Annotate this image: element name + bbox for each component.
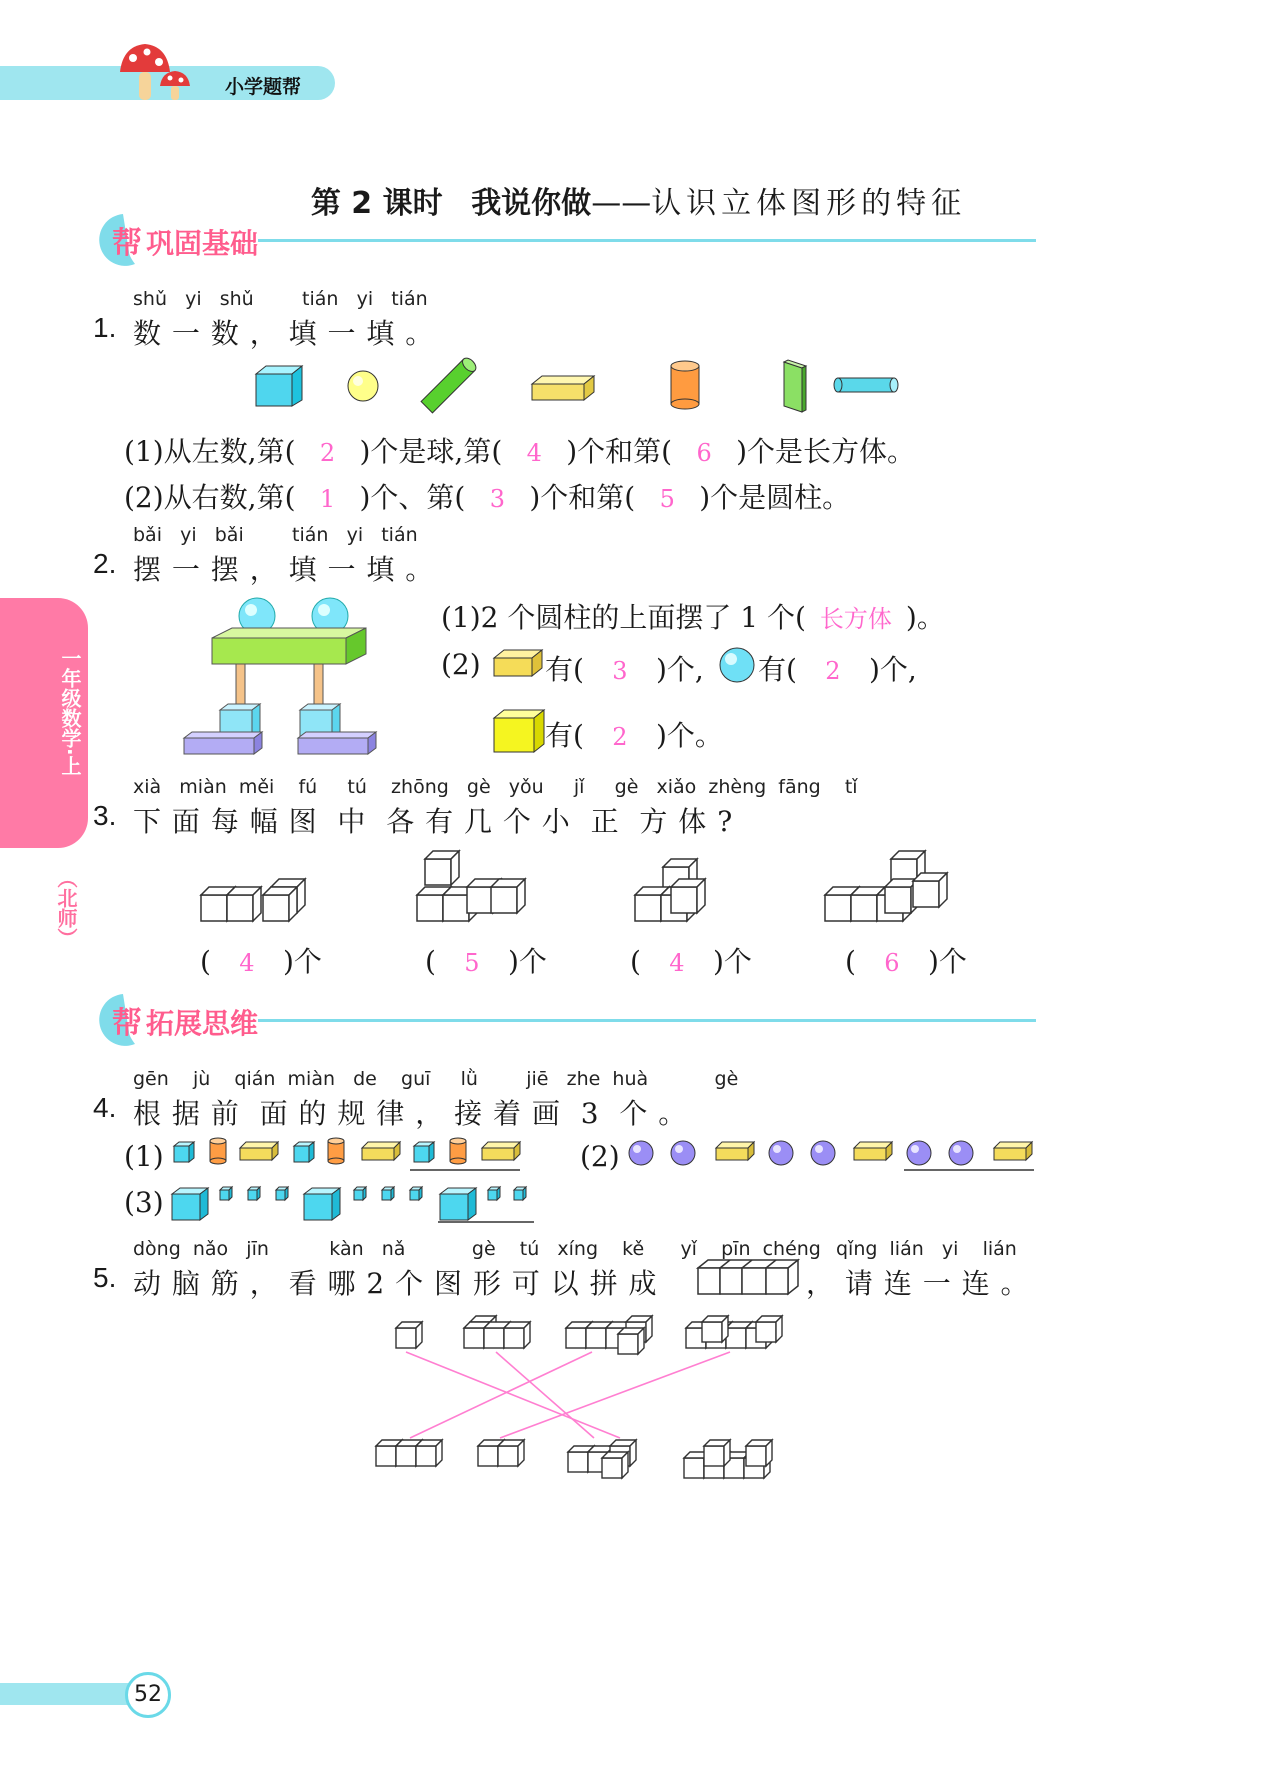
answer: 4 bbox=[526, 439, 542, 467]
q3-text: 下 面 每 幅 图 中 各 有 几 个 小 正 方 体 ? bbox=[133, 805, 734, 838]
q3-text: )个 bbox=[927, 945, 967, 978]
q1-part1 bbox=[124, 430, 915, 470]
q2-pinyin: bǎi yi bǎi tián yi tián bbox=[133, 524, 418, 546]
q3-text: )个 bbox=[282, 945, 322, 978]
matching-figure bbox=[370, 1310, 790, 1480]
q1-part1-text-a: (1)从左数,第( bbox=[124, 435, 296, 468]
q2-text: 摆 一 摆 ， 填 一 填 。 bbox=[133, 553, 435, 586]
q1-part2-text-a: (2)从右数,第( bbox=[124, 481, 296, 514]
bottom-shape-1 bbox=[376, 1440, 442, 1466]
answer: 长方体 bbox=[819, 605, 892, 633]
section-divider bbox=[258, 1019, 1036, 1022]
q5-number: 5. bbox=[93, 1262, 117, 1293]
q4-text: 根 据 前 面 的 规 律 ， 接 着 画 3 个 。 bbox=[133, 1097, 688, 1130]
q4-label-2: (2) bbox=[580, 1140, 620, 1173]
answer: 2 bbox=[612, 723, 628, 751]
q1-number: 1. bbox=[93, 312, 117, 343]
q4-pinyin: gēn jù qián miàn de guī lǜ jiē zhe huà gè bbox=[133, 1068, 739, 1090]
answer: 5 bbox=[464, 949, 480, 977]
answer: 4 bbox=[669, 949, 685, 977]
q1-part2-text-b: )个、第( bbox=[359, 481, 466, 514]
q3-number: 3. bbox=[93, 800, 117, 831]
section-divider bbox=[258, 239, 1036, 242]
cube-stack-1 bbox=[201, 879, 305, 921]
side-tab-edition: （北师） bbox=[54, 868, 78, 948]
q3-text: )个 bbox=[507, 945, 547, 978]
q3-answer-3 bbox=[630, 940, 752, 980]
q5-text: 动 脑 筋 ， 看 哪 2 个 图 形 可 以 拼 成 bbox=[133, 1267, 658, 1300]
answer: 3 bbox=[612, 657, 628, 685]
q3-text: ( bbox=[845, 945, 856, 978]
q2-part1 bbox=[441, 596, 945, 636]
q4-number: 4. bbox=[93, 1092, 117, 1123]
answer: 5 bbox=[659, 485, 675, 513]
q2-text: 有( bbox=[545, 719, 584, 752]
cube-stacks-figure bbox=[195, 845, 965, 930]
q2-text: )个。 bbox=[655, 719, 723, 752]
lesson-name: 我说你做 bbox=[471, 186, 592, 221]
q5-text-2: ， 请 连 一 连 。 bbox=[806, 1267, 1030, 1300]
answer: 6 bbox=[884, 949, 900, 977]
sphere-icon bbox=[348, 371, 378, 401]
answer: 2 bbox=[319, 439, 336, 467]
q1-text: 数 一 数 ， 填 一 填 。 bbox=[133, 317, 435, 350]
cuboid-icon bbox=[492, 646, 544, 680]
answer: 1 bbox=[319, 485, 336, 513]
q2-text: 有( bbox=[545, 653, 584, 686]
q3-answer-1 bbox=[200, 940, 322, 980]
cube-icon bbox=[256, 366, 302, 406]
cube-stack-3 bbox=[635, 859, 705, 921]
top-shape-2 bbox=[464, 1316, 530, 1348]
q2-part3 bbox=[545, 714, 723, 754]
q1-part2 bbox=[124, 476, 850, 516]
cylinder-icon bbox=[671, 361, 699, 409]
bottom-shape-2 bbox=[478, 1440, 524, 1466]
section-title-extension: 拓展思维 bbox=[146, 1007, 259, 1040]
cylinder-icon bbox=[421, 356, 478, 413]
mushroom-icon bbox=[115, 40, 195, 106]
cube-stack-4 bbox=[825, 851, 947, 921]
title-dash: —— bbox=[591, 186, 652, 221]
page-title bbox=[0, 178, 1277, 222]
pattern-sequences bbox=[168, 1132, 1048, 1232]
q1-part2-text-d: )个是圆柱。 bbox=[699, 481, 851, 514]
stacked-solids-figure bbox=[180, 592, 380, 760]
q2-part1-text-a: (1)2 个圆柱的上面摆了 1 个( bbox=[441, 601, 806, 634]
q4-label-3: (3) bbox=[124, 1186, 164, 1219]
answer: 3 bbox=[489, 485, 505, 513]
matching-lines bbox=[406, 1352, 730, 1438]
q2-part2-a bbox=[545, 648, 704, 688]
q3-text: ( bbox=[425, 945, 436, 978]
answer: 6 bbox=[696, 439, 712, 467]
lesson-subtitle: 认识立体图形的特征 bbox=[651, 186, 967, 221]
q3-text: ( bbox=[200, 945, 211, 978]
footer-bar bbox=[0, 1683, 140, 1705]
q2-text: )个, bbox=[868, 653, 917, 686]
bottom-shape-4 bbox=[684, 1440, 772, 1478]
section-title-basics: 巩固基础 bbox=[146, 227, 259, 260]
cube-icon bbox=[492, 706, 546, 754]
top-shape-3 bbox=[566, 1316, 652, 1354]
q1-pinyin: shǔ yi shǔ tián yi tián bbox=[133, 288, 428, 310]
section-badge: 帮 bbox=[112, 1006, 142, 1041]
q1-part2-text-c: )个和第( bbox=[529, 481, 636, 514]
sphere-icon bbox=[718, 646, 756, 684]
q2-part2-label: (2) bbox=[441, 648, 481, 681]
q5-pinyin-2: qǐng lián yi lián bbox=[836, 1238, 1017, 1260]
q2-text: )个, bbox=[655, 653, 704, 686]
solid-figures-row bbox=[250, 360, 910, 420]
pattern-3 bbox=[172, 1187, 534, 1222]
q2-part1-text-b: )。 bbox=[905, 601, 945, 634]
brand-name: 小学题帮 bbox=[225, 76, 302, 98]
top-shape-4 bbox=[686, 1316, 782, 1348]
q2-number: 2. bbox=[93, 548, 117, 579]
answer: 4 bbox=[239, 949, 255, 977]
pattern-1 bbox=[174, 1138, 520, 1170]
q1-part1-text-b: )个是球,第( bbox=[359, 435, 503, 468]
top-shape-1 bbox=[396, 1322, 422, 1348]
side-tab-grade: 一年级数学·上 bbox=[58, 648, 82, 776]
q3-answer-4 bbox=[845, 940, 967, 980]
cube-stack-2 bbox=[417, 851, 525, 921]
cuboid-icon bbox=[532, 376, 594, 400]
q2-part2-b bbox=[758, 648, 917, 688]
cylinder-icon bbox=[834, 378, 898, 392]
page-number: 52 bbox=[125, 1672, 171, 1718]
q4-label-1: (1) bbox=[124, 1140, 164, 1173]
q2-text: 有( bbox=[758, 653, 797, 686]
q3-text: ( bbox=[630, 945, 641, 978]
section-badge: 帮 bbox=[112, 226, 142, 261]
q1-part1-text-c: )个和第( bbox=[566, 435, 673, 468]
q3-pinyin: xià miàn měi fú tú zhōng gè yǒu jǐ gè xiǎo zhèng fāng tǐ bbox=[133, 776, 858, 798]
cuboid-icon bbox=[784, 360, 806, 412]
q1-part1-text-d: )个是长方体。 bbox=[736, 435, 916, 468]
target-shape bbox=[696, 1256, 802, 1300]
answer: 2 bbox=[825, 657, 841, 685]
q3-answer-2 bbox=[425, 940, 547, 980]
q3-text: )个 bbox=[712, 945, 752, 978]
pattern-2 bbox=[629, 1141, 1034, 1170]
lesson-number: 第 2 课时 bbox=[310, 186, 443, 221]
q5-pinyin: dòng nǎo jīn kàn nǎ gè tú xíng kě yǐ pīn chéng bbox=[133, 1238, 821, 1260]
bottom-shape-3 bbox=[568, 1440, 636, 1478]
